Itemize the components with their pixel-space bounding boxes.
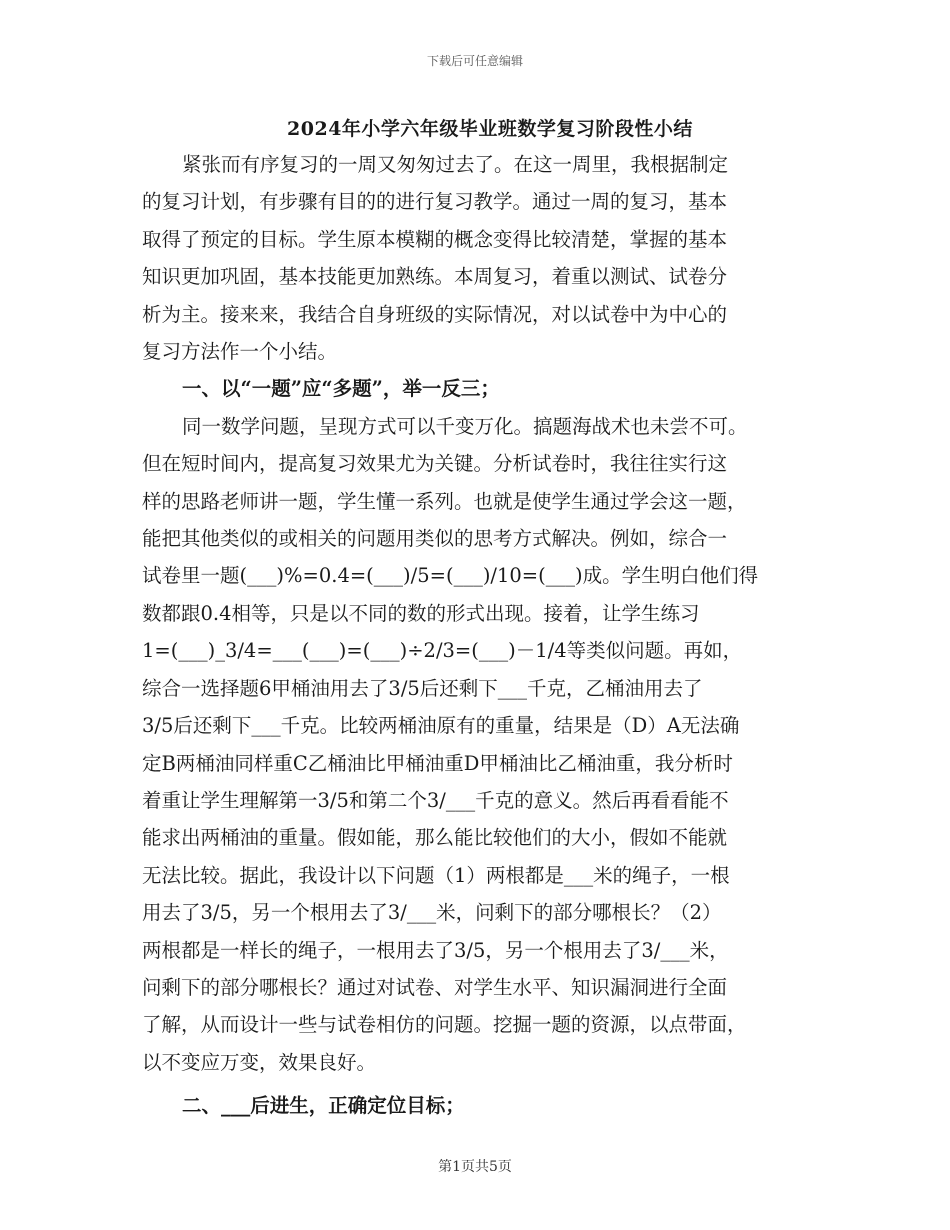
text-line: 取得了预定的目标。学生原本模糊的概念变得比较清楚，掌握的基本 [142, 227, 728, 251]
text-line: 了解，从而设计一些与试卷相仿的问题。挖掘一题的资源，以点带面， [142, 1013, 747, 1037]
text-line: 1=(___)_3/4=___(___)=(___)÷2/3=(___)－1/4等类似问题。再如， [142, 639, 743, 663]
text-line: 以不变应万变，效果良好。 [142, 1050, 377, 1074]
page-footer: 第1页共5页 [438, 1159, 512, 1175]
text-line: 问剩下的部分哪根长？通过对试卷、对学生水平、知识漏洞进行全面 [142, 975, 728, 999]
text-line: 能求出两桶油的重量。假如能，那么能比较他们的大小，假如不能就 [142, 826, 728, 850]
document-title: 2024年小学六年级毕业班数学复习阶段性小结 [287, 118, 693, 140]
paragraph-section-1 [142, 408, 817, 1081]
text-line: 样的思路老师讲一题，学生懂一系列。也就是使学生通过学会这一题， [142, 489, 747, 513]
text-line: 试卷里一题(___)%=0.4=(___)/5=(___)/10=(___)成。学生明白他们得 [142, 564, 759, 588]
document-body [142, 146, 817, 1125]
section-heading-1: 一、以“一题”应“多题”，举一反三； [182, 377, 500, 401]
text-line: 知识更加巩固，基本技能更加熟练。本周复习，着重以测试、试卷分 [142, 265, 728, 289]
text-line: 析为主。接来来，我结合自身班级的实际情况，对以试卷中为中心的 [142, 302, 728, 326]
text-line: 复习方法作一个小结。 [142, 340, 338, 364]
text-line: 无法比较。据此，我设计以下问题（1）两根都是___米的绳子，一根 [142, 863, 730, 887]
text-line: 数都跟0.4相等，只是以不同的数的形式出现。接着，让学生练习 [142, 601, 700, 625]
text-line: 但在短时间内，提高复习效果尤为关键。分析试卷时，我往往实行这 [142, 452, 728, 476]
text-line: 能把其他类似的或相关的问题用类似的思考方式解决。例如，综合一 [142, 527, 728, 551]
text-line: 紧张而有序复习的一周又匆匆过去了。在这一周里，我根据制定 [182, 153, 729, 176]
paragraph-intro [142, 146, 817, 370]
page-header: 下载后可任意编辑 [426, 54, 523, 68]
section-heading-2: 二、___后进生，正确定位目标； [182, 1094, 465, 1118]
text-line: 两根都是一样长的绳子，一根用去了3/5，另一个根用去了3/___米， [142, 938, 729, 962]
text-line: 同一数学问题，呈现方式可以千变万化。搞题海战术也未尝不可。 [182, 414, 748, 438]
text-line: 3/5后还剩下___千克。比较两桶油原有的重量，结果是（D）A无法确 [142, 714, 740, 738]
text-line: 着重让学生理解第一3/5和第二个3/___千克的意义。然后再看看能不 [142, 788, 729, 812]
text-line: 的复习计划，有步骤有目的的进行复习教学。通过一周的复习，基本 [142, 190, 728, 214]
text-line: 综合一选择题6甲桶油用去了3/5后还剩下___千克，乙桶油用去了 [142, 676, 703, 700]
text-line: 定B两桶油同样重C乙桶油比甲桶油重D甲桶油比乙桶油重，我分析时 [142, 751, 733, 775]
text-line: 用去了3/5，另一个根用去了3/___米，问剩下的部分哪根长？（2） [142, 901, 722, 925]
